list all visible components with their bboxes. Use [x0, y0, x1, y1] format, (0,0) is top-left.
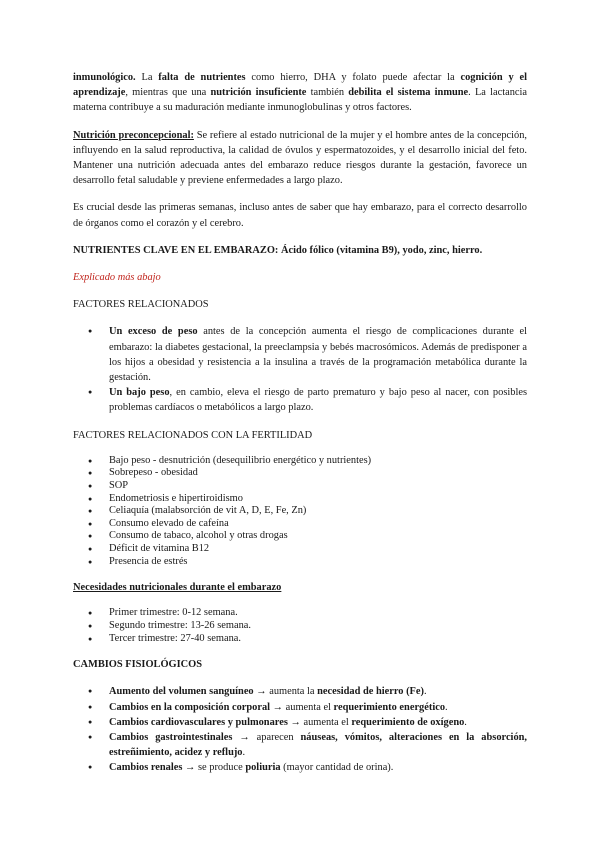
- list-item: [73, 760, 527, 775]
- cambio-bold: Cambios cardiovasculares y pulmonares: [109, 716, 288, 728]
- cambio-bold: Cambios gastrointestinales: [109, 732, 233, 743]
- preconcepcional-paragraph: [73, 128, 527, 189]
- nutrientes-label: NUTRIENTES CLAVE EN EL EMBARAZO:: [73, 244, 279, 256]
- list-item: ● Consumo elevado de cafeína: [73, 518, 527, 531]
- intro-text-3: , mientras que una: [125, 87, 211, 99]
- intro-bold-5: debilita el sistema inmune: [348, 87, 469, 99]
- cambio-bold: requerimiento energético: [333, 701, 446, 713]
- preconcepcional-text: Se refiere al estado nutricional de la mujer y el hombre antes de la concepción, influyendo en la salud reproductiva, la calidad de óvulos y espermatozoides, y el desarrollo inicial del feto. Mantener una nutrición adecuada antes del embarazo reduce riesgos durante la gestación, favorece un desarrollo fetal saludable y previene enfermedades a largo plazo.: [73, 129, 527, 187]
- cambio-text: → aparecen: [232, 732, 301, 743]
- cambio-text: → aumenta la: [253, 686, 318, 698]
- factores-item-bold: Un bajo peso: [109, 387, 170, 399]
- explicado-note: Explicado más abajo: [73, 272, 161, 284]
- list-item: [73, 385, 527, 415]
- list-item: [73, 700, 527, 715]
- cambio-bold: necesidad de hierro (Fe): [317, 686, 424, 698]
- fertilidad-list: [73, 455, 527, 568]
- intro-text-2: como hierro, DHA y folato puede afectar la: [245, 72, 461, 83]
- list-item: [73, 715, 527, 730]
- cambio-text: → aumenta el: [270, 701, 334, 713]
- list-item: ● Consumo de tabaco, alcohol y otras drogas: [73, 530, 527, 543]
- list-item: ● Tercer trimestre: 27-40 semana.: [73, 633, 527, 646]
- cambio-text: .: [464, 716, 467, 728]
- factores-item-text: , en cambio, eleva el riesgo de parto prematuro y bajo peso al nacer, con posibles problemas cardíacos o metabólicos a largo plazo.: [109, 387, 527, 414]
- preconcepcional-label: Nutrición preconcepcional:: [73, 129, 194, 141]
- cambio-text: .: [423, 686, 427, 698]
- intro-bold-2: falta de nutrientes: [158, 72, 246, 83]
- cambio-text: → aumenta el: [287, 716, 352, 728]
- factores-title: FACTORES RELACIONADOS: [73, 299, 209, 311]
- intro-paragraph: [73, 70, 527, 116]
- document-page: [73, 70, 527, 776]
- list-item: ● Bajo peso - desnutrición (desequilibrio energético y nutrientes): [73, 455, 527, 468]
- list-item: ● Presencia de estrés: [73, 556, 527, 569]
- list-item: ● Segundo trimestre: 13-26 semana.: [73, 620, 527, 633]
- cambios-list: [73, 684, 527, 775]
- list-item: [73, 730, 527, 760]
- cambio-bold: poliuria: [245, 762, 281, 774]
- intro-text-5: . La lactancia materna contribuye a su maduración mediante inmunoglobulinas y otros factores.: [73, 87, 528, 114]
- necesidades-list: [73, 607, 527, 645]
- cambios-title: [73, 657, 527, 672]
- factores-item-text: antes de la concepción aumenta el riesgo de complicaciones durante el embarazo: la diabetes gestacional, la preeclampsia y bebés macrosómicos. Además de predisponer a los hijos a obesidad y resistencia a la insulina a través de la programación metabólica durante la gestación.: [109, 326, 527, 384]
- cambio-bold: requerimiento de oxígeno: [351, 716, 465, 728]
- cambio-text: (mayor cantidad de orina).: [280, 762, 394, 774]
- necesidades-title: [73, 580, 527, 595]
- list-item: ● Endometriosis e hipertiroidismo: [73, 493, 527, 506]
- list-item: ● Primer trimestre: 0-12 semana.: [73, 607, 527, 620]
- intro-bold-1: inmunológico.: [73, 72, 136, 83]
- cambio-bold: Cambios en la composición corporal: [109, 701, 271, 713]
- list-item: ● Déficit de vitamina B12: [73, 543, 527, 556]
- nutrientes-paragraph: [73, 243, 527, 258]
- cambio-text: → se produce: [182, 762, 246, 774]
- factores-list: [73, 324, 527, 415]
- crucial-paragraph: Es crucial desde las primeras semanas, incluso antes de saber que hay embarazo, para el correcto desarrollo de órganos como el corazón y el cerebro.: [73, 202, 527, 229]
- list-item: ● SOP: [73, 480, 527, 493]
- intro-bold-3: cognición y el aprendizaje: [73, 72, 528, 99]
- list-item: ● Sobrepeso - obesidad: [73, 467, 527, 480]
- fertilidad-title: FACTORES RELACIONADOS CON LA FERTILIDAD: [73, 429, 313, 441]
- cambio-bold: Cambios renales: [109, 762, 183, 774]
- intro-text-1: La: [135, 72, 159, 83]
- nutrientes-items: Ácido fólico (vitamina B9), yodo, zinc, hierro.: [278, 244, 483, 256]
- cambio-bold: náuseas, vómitos, alteraciones en la absorción, estreñimiento, acidez y reflujo: [109, 732, 528, 759]
- cambio-text: .: [445, 701, 448, 713]
- factores-item-bold: Un exceso de peso: [109, 326, 198, 338]
- cambio-bold: Aumento del volumen sanguíneo: [109, 686, 254, 698]
- necesidades-title-text: Necesidades nutricionales durante el embarazo: [73, 582, 282, 594]
- intro-bold-4: nutrición insuficiente: [210, 87, 307, 99]
- intro-text-4: también: [306, 87, 349, 99]
- cambios-title-text: CAMBIOS FISIOLÓGICOS: [73, 659, 203, 671]
- list-item: ● Celiaquía (malabsorción de vit A, D, E, Fe, Zn): [73, 505, 527, 518]
- list-item: [73, 324, 527, 385]
- list-item: [73, 684, 527, 699]
- cambio-text: .: [242, 747, 246, 759]
